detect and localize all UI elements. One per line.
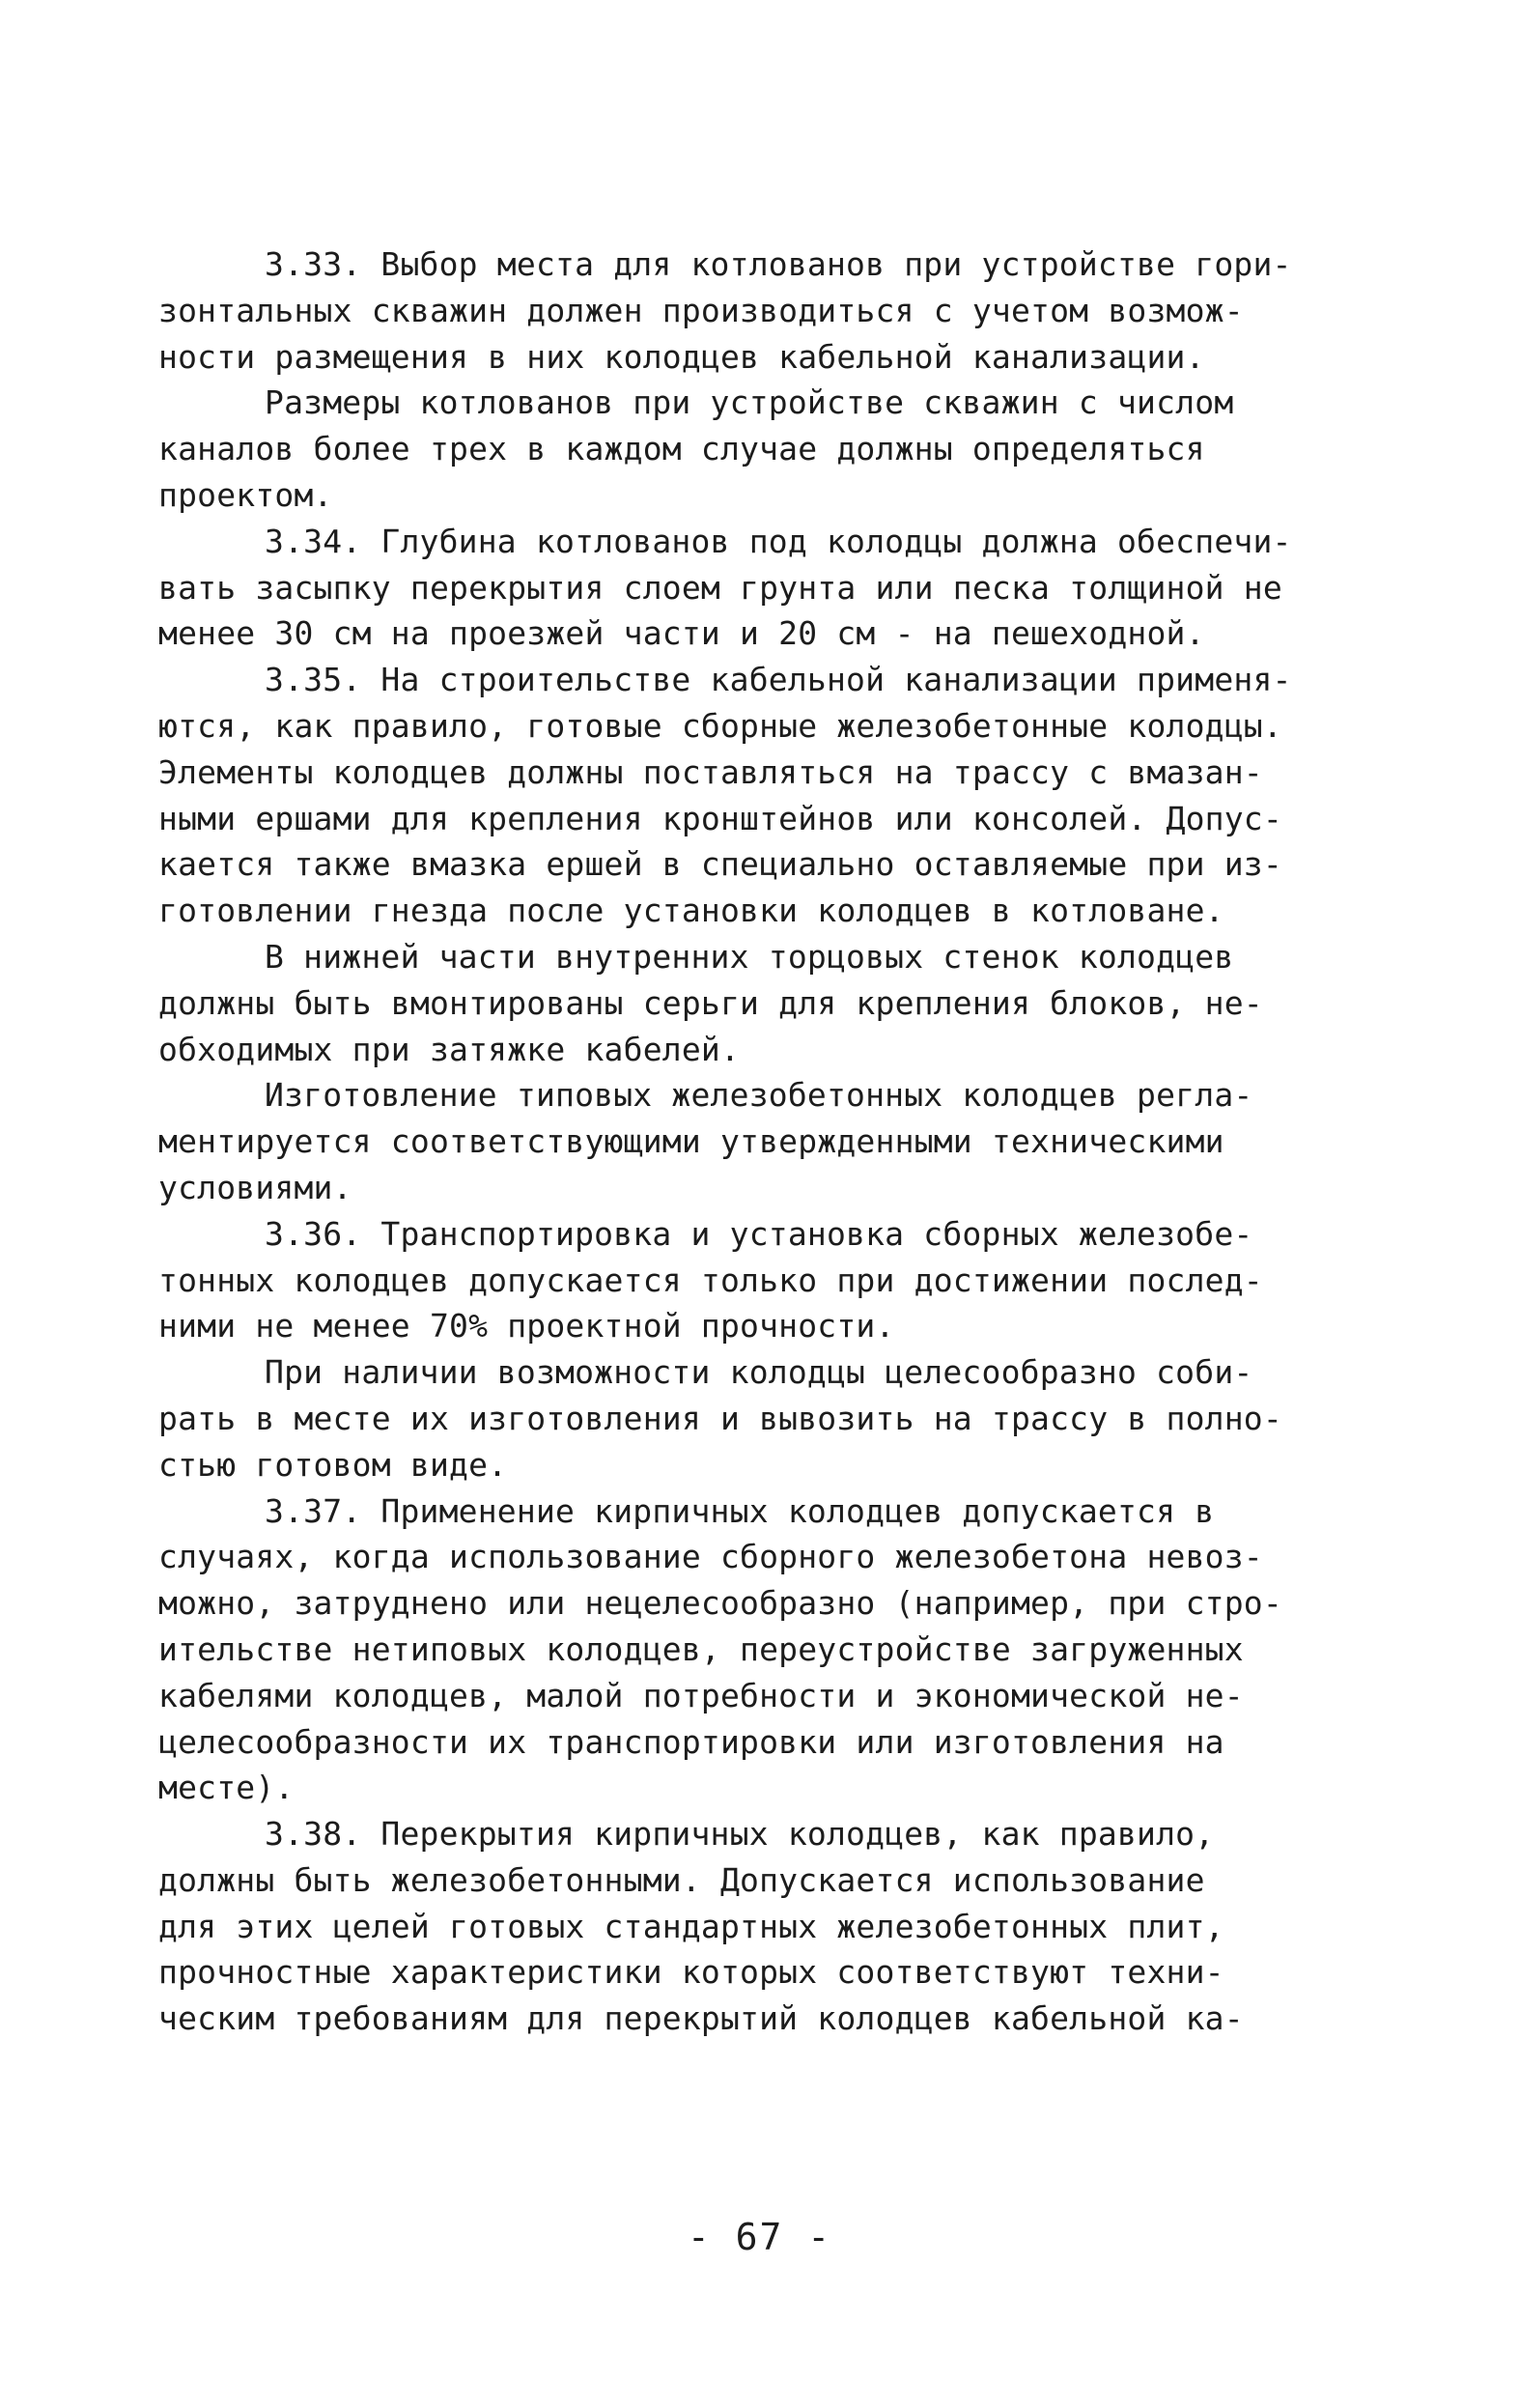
text-line: рать в месте их изготовления и вывозить на трассу в полно- [158,1399,1282,1437]
text-line: условиями. [158,1168,352,1206]
text-line: должны быть железобетонными. Допускается использование [158,1860,1205,1899]
text-line: готовлении гнезда после установки колодцев в котловане. [158,892,1224,930]
body-text [158,241,1443,2042]
text-line: ными ершами для крепления кронштейнов или консолей. Допус- [158,799,1282,837]
text-line: 3.38. Перекрытия кирпичных колодцев, как правило, [265,1815,1215,1854]
text-line: Размеры котлованов при устройстве скважин с числом [265,383,1234,422]
text-line: кается также вмазка ершей в специально оставляемые при из- [158,845,1282,884]
text-line: ются, как правило, готовые сборные железобетонные колодцы. [158,706,1282,745]
text-line: стью готовом виде. [158,1445,508,1484]
page-number: - 67 - [687,2216,832,2258]
text-line: ительстве нетиповых колодцев, переустройстве загруженных [158,1629,1244,1668]
text-line: 3.37. Применение кирпичных колодцев допускается в [265,1491,1215,1530]
text-line: ментируется соответствующими утвержденными техническими [158,1122,1224,1161]
text-line: Элементы колодцев должны поставляться на трассу с вмазан- [158,752,1263,791]
text-line: проектом. [158,475,333,514]
text-line: случаях, когда использование сборного железобетона невоз- [158,1538,1263,1576]
text-line: каналов более трех в каждом случае должны определяться [158,430,1205,468]
text-line: прочностные характеристики которых соответствуют техни- [158,1953,1224,1992]
text-line: ческим требованиям для перекрытий колодцев кабельной ка- [158,1999,1244,2038]
text-line: целесообразности их транспортировки или изготовления на [158,1722,1224,1761]
text-line: месте). [158,1769,295,1807]
text-line: зонтальных скважин должен производиться с учетом возмож- [158,291,1244,329]
text-line: кабелями колодцев, малой потребности и экономической не- [158,1676,1244,1714]
text-line: должны быть вмонтированы серьги для крепления блоков, не- [158,983,1263,1022]
text-line: обходимых при затяжке кабелей. [158,1030,741,1068]
text-line: 3.36. Транспортировка и установка сборных железобе- [265,1214,1253,1253]
text-line: можно, затруднено или нецелесообразно (например, при стро- [158,1584,1282,1623]
text-line: вать засыпку перекрытия слоем грунта или песка толщиной не [158,568,1282,607]
text-line: менее 30 см на проезжей части и 20 см - на пешеходной. [158,614,1205,653]
text-line: тонных колодцев допускается только при достижении послед- [158,1261,1263,1299]
text-line: ности размещения в них колодцев кабельной канализации. [158,337,1205,376]
text-line: В нижней части внутренних торцовых стенок колодцев [265,937,1234,976]
text-line: 3.35. На строительстве кабельной канализации применя- [265,661,1292,699]
text-line: для этих целей готовых стандартных железобетонных плит, [158,1907,1224,1945]
text-line: Изготовление типовых железобетонных колодцев регла- [265,1076,1253,1115]
text-line: ними не менее 70% проектной прочности. [158,1307,895,1346]
text-line: 3.34. Глубина котлованов под колодцы должна обеспечи- [265,522,1292,560]
text-line: 3.33. Выбор места для котлованов при устройстве гори- [265,245,1292,283]
text-line: При наличии возможности колодцы целесообразно соби- [265,1353,1253,1392]
